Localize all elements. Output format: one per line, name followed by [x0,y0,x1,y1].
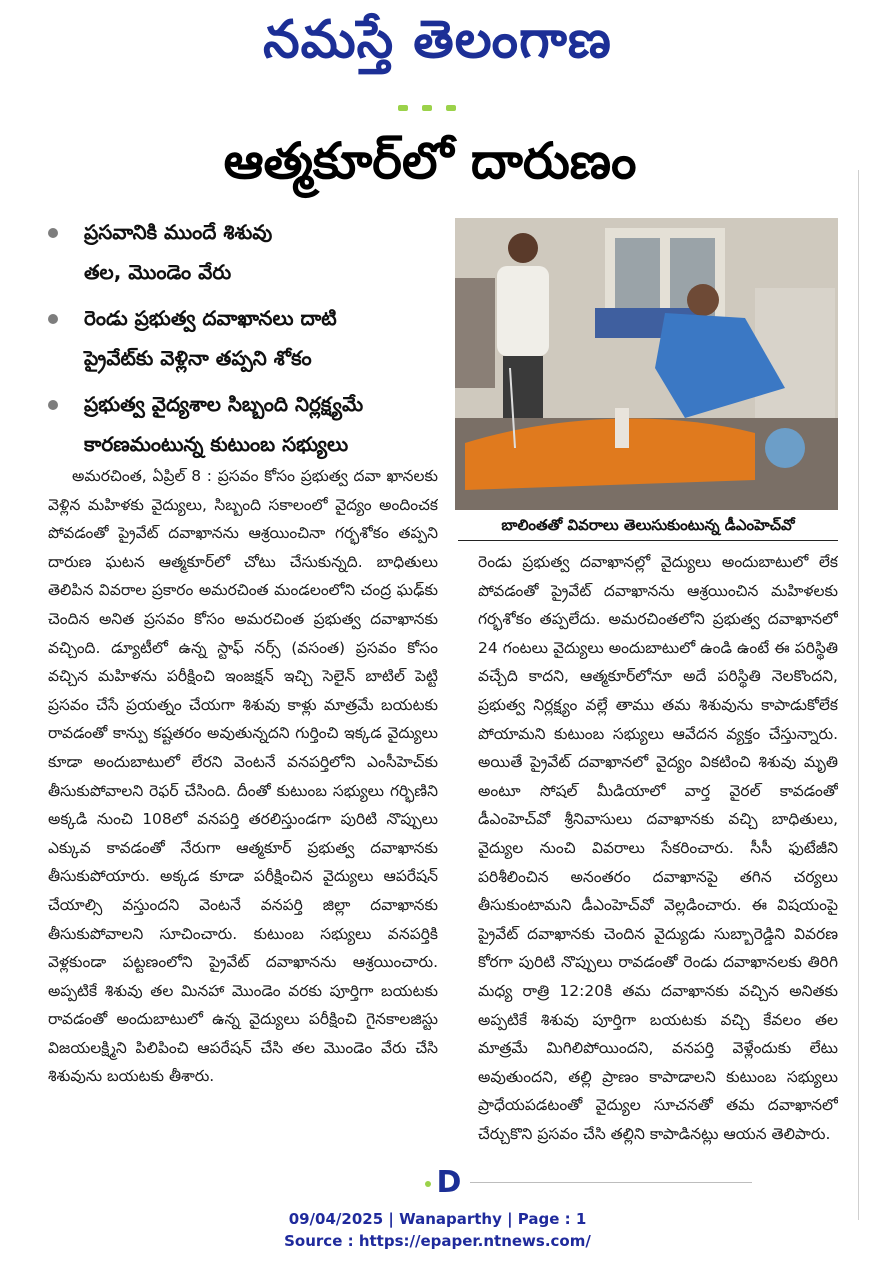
headline: ఆత్మకూర్‌లో దారుణం [223,132,637,190]
footer-date-edition: 09/04/2025 | Wanaparthy | Page : 1 [288,1210,587,1228]
news-photo [455,218,838,510]
bullet-item [40,298,450,378]
column-divider [858,170,859,1220]
bullet-item [40,384,450,464]
bullet-line: రెండు ప్రభుత్వ దవాఖానలు దాటి [84,306,337,330]
article-column-left: అమరచింత, ఏప్రిల్ 8 : ప్రసవం కోసం ప్రభుత్వ దవా ఖానలకు వెళ్లిన మహిళకు వైద్యులు, సిబ్బంది సకాలంలో వైద్యం అందించక పోవడంతో ప్రైవేట్ దవాఖానను ఆశ్రయించినా గర్భశోకం తప్పని దారుణ ఘటన ఆత్మకూర్‌లో చోటు చేసుకున్నది. బాధితులు తెలిపిన వివరాల ప్రకారం అమరచింత మండలంలోని చంద్ర ఘఢ్‌కు చెందిన అనిత ప్రసవం కోసం అమరచింత ప్రభుత్వ దవాఖానకు వచ్చింది. డ్యూటీలో ఉన్న స్టాఫ్ నర్స్ (వసంత) ప్రసవం కోసం వచ్చిన మహిళను పరీక్షించి ఇంజక్షన్ ఇచ్చి సెలైన్ బాటిల్ పెట్టి ప్రసవం చేసే ప్రయత్నం చేయగా శిశువు కాళ్లు మాత్రమే బయటకు రావడంతో కాన్పు కష్టతరం అవుతున్నదని గుర్తించి ఇక్కడ వైద్యులు కూడా అందుబాటులో లేరని వెంటనే వనపర్తిలోని ఎంసీహెచ్‌కు తీసుకుపోవాలని రెఫర్ చేసింది. దీంతో కుటుంబ సభ్యులు గర్భిణిని అక్కడి నుంచి 108లో వనపర్తి తరలిస్తుండగా పురిటి నొప్పులు ఎక్కువ కావడంతో నేరుగా ఆత్మకూర్ ప్రభుత్వ దవాఖానకు తీసుకుపోయారు. అక్కడ కూడా పరీక్షించిన వైద్యులు ఆపరేషన్ చేయాల్సి వస్తుందని వెంటనే వనపర్తి జిల్లా దవాఖానకు తీసుకుపోవాలని సూచించారు. కుటుంబ సభ్యులు వనపర్తికి వెళ్లకుండా పట్టణంలోని ప్రైవేట్ దవాఖానను ఆశ్రయించారు. అప్పటికే శిశువు తల మినహా మొండెం వరకు పూర్తిగా బయటకు రావడంతో అందుబాటులో ఉన్న వైద్యులు పరీక్షించి గైనకాలజిస్టు విజయలక్ష్మిని పిలిపించి ఆపరేషన్ చేసి తల మొండెం వేరు చేసి శిశువును బయటకు తీశారు. [48,467,438,1086]
page-logo-mark: D [418,1168,468,1198]
bullet-dot-icon [48,314,58,324]
bullet-line: ప్రభుత్వ వైద్యశాల సిబ్బంది నిర్లక్ష్యమే [84,392,364,416]
masthead-ornament [398,96,478,104]
masthead-title: నమస్తే తెలంగాణ [263,9,612,70]
hospital-scene-illustration [455,218,838,510]
bullet-line: కారణమంటున్న కుటుంబ సభ్యులు [84,432,349,456]
article-column-right: రెండు ప్రభుత్వ దవాఖానల్లో వైద్యులు అందుబాటులో లేక పోవడంతో ప్రైవేట్ దవాఖానను ఆశ్రయించిన మహిళలకు గర్భశోకం తప్పలేదు. అమరచింతలోని ప్రభుత్వ దవాఖానలో 24 గంటలు వైద్యులు అందుబాటులో ఉండి ఉంటే ఈ పరిస్థితి వచ్చేది కాదని, ఆత్మకూర్‌లోనూ అదే పరిస్థితి నెలకొందని, ప్రభుత్వ నిర్లక్ష్యం వల్లే తాము తమ శిశువును కాపాడుకోలేక పోయామని కుటుంబ సభ్యులు ఆవేదన వ్యక్తం చేస్తున్నారు. అయితే ప్రైవేట్ దవాఖానలో వైద్యం వికటించి శిశువు మృతి అంటూ సోషల్ మీడియాలో వార్త వైరల్ కావడంతో డీఎంహెచ్‌వో శ్రీనివాసులు దవాఖానకు వచ్చి బాధితులు, వైద్యుల నుంచి వివరాలు సేకరించారు. సీసీ ఫుటేజీని పరిశీలించిన అనంతరం దవాఖానపై తగిన చర్యలు తీసుకుంటామని డీఎంహెచ్‌వో వెల్లడించారు. ఈ విషయంపై ప్రైవేట్ దవాఖానకు చెందిన వైద్యుడు సుబ్బారెడ్డిని వివరణ కోరగా పురిటి నొప్పులు రావడంతో రెండు దవాఖానలకు తిరిగి మధ్య రాత్రి 12:20కి తమ దవాఖానకు వచ్చిన అనితకు అప్పటికే శిశువు పూర్తిగా బయటకు వచ్చి కేవలం తల మాత్రమే మిగిలిపోయిందని, వనపర్తి వెళ్లేందుకు లేటు అవుతుందని, తల్లి ప్రాణం కాపాడాలని కుటుంబ సభ్యులు ప్రాధేయపడటంతో వైద్యుల సూచనతో తమ దవాఖానలో చేర్చుకొని ప్రసవం చేసి తల్లిని కాపాడినట్లు ఆయన తెలిపారు. [478,553,838,1143]
bullet-line: తల, మొండెం వేరు [84,260,232,284]
bullet-item [40,212,450,292]
bottom-divider [470,1182,752,1183]
photo-caption: బాలింతతో వివరాలు తెలుసుకుంటున్న డీఎంహెచ్‌వో [458,510,838,541]
bullet-dot-icon [48,228,58,238]
bullet-list [40,212,450,470]
bullet-line: ప్రసవానికి ముందే శిశువు [84,220,273,244]
bullet-line: ప్రైవేట్‌కు వెళ్లినా తప్పని శోకం [84,346,312,370]
footer-source: Source : https://epaper.ntnews.com/ [284,1232,591,1250]
bullet-dot-icon [48,400,58,410]
